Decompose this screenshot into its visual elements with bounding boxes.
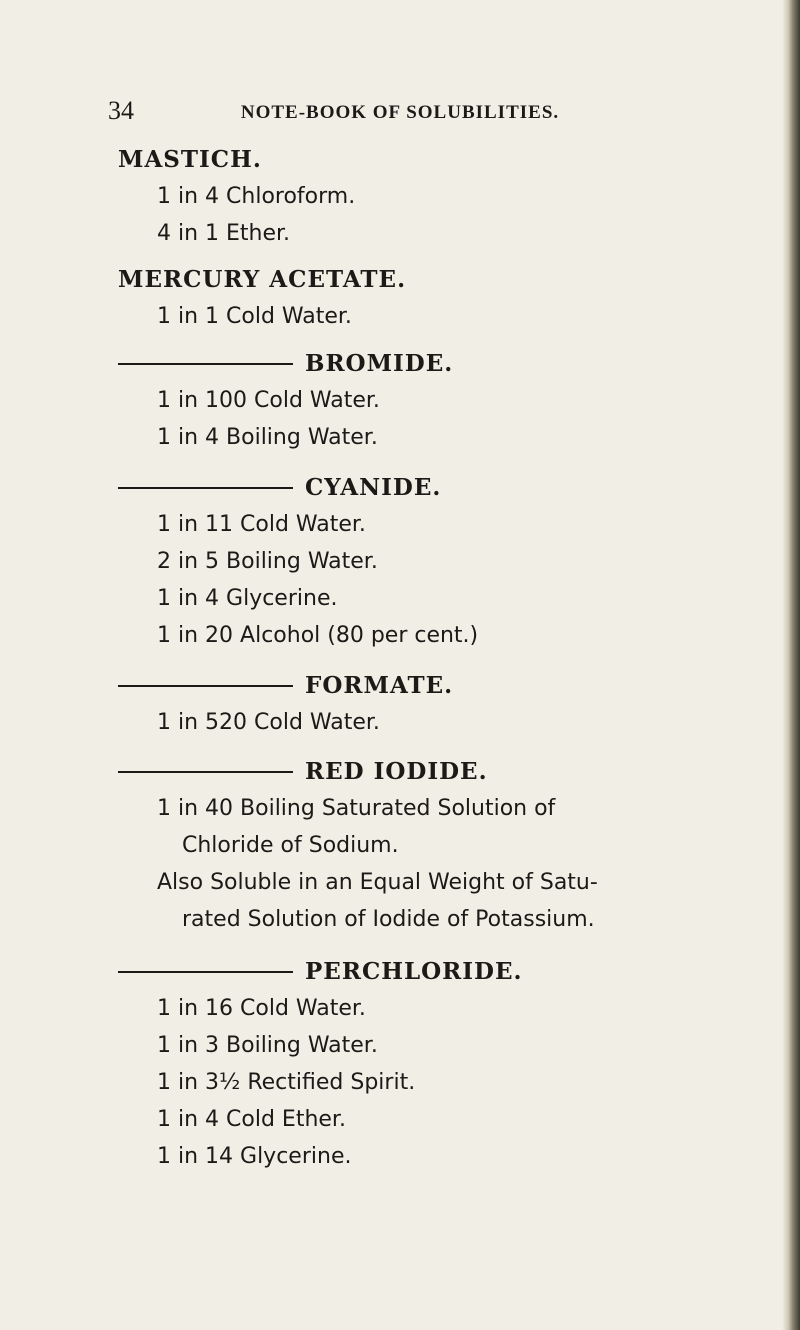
- entry-bromide: [118, 346, 678, 456]
- solubility-line: 1 in 520 Cold Water.: [157, 710, 380, 735]
- solubility-line: 1 in 4 Chloroform.: [157, 184, 356, 209]
- ditto-dash: [118, 487, 293, 489]
- entry-title-row: [118, 346, 678, 382]
- solubility-line: 2 in 5 Boiling Water.: [157, 549, 378, 574]
- solubility-line: 1 in 20 Alcohol (80 per cent.): [157, 623, 479, 648]
- entry-title: BROMIDE.: [305, 350, 454, 377]
- entry-title: CYANIDE.: [305, 474, 442, 501]
- solubility-line: 1 in 4 Boiling Water.: [157, 425, 378, 450]
- entry-mercury-acetate: [118, 262, 678, 335]
- ditto-dash: [118, 771, 293, 773]
- entry-title: MERCURY ACETATE.: [118, 266, 407, 293]
- solubility-line: 1 in 11 Cold Water.: [157, 512, 366, 537]
- ditto-dash: [118, 363, 293, 365]
- solubility-line: 1 in 100 Cold Water.: [157, 388, 380, 413]
- entry-mastich: [118, 142, 678, 252]
- solubility-line: 1 in 4 Glycerine.: [157, 586, 338, 611]
- entry-red-iodide: [118, 754, 678, 938]
- entry-title-row: [118, 668, 678, 704]
- solubility-line: 1 in 3½ Rectified Spirit.: [157, 1070, 416, 1095]
- entry-cyanide: [118, 470, 678, 654]
- page-number: 34: [108, 96, 134, 125]
- entry-title-row: [118, 754, 678, 790]
- solubility-line-continued: Chloride of Sodium.: [182, 833, 399, 858]
- solubility-note-continued: rated Solution of Iodide of Potassium.: [182, 907, 595, 932]
- solubility-line: 1 in 14 Glycerine.: [157, 1144, 352, 1169]
- entry-perchloride: [118, 954, 678, 1175]
- solubility-line: 1 in 3 Boiling Water.: [157, 1033, 378, 1058]
- solubility-line: 1 in 1 Cold Water.: [157, 304, 352, 329]
- entry-title: RED IODIDE.: [305, 758, 488, 785]
- ditto-dash: [118, 971, 293, 973]
- solubility-line: 4 in 1 Ether.: [157, 221, 291, 246]
- solubility-note: Also Soluble in an Equal Weight of Satu-: [157, 870, 598, 895]
- solubility-line: 1 in 16 Cold Water.: [157, 996, 366, 1021]
- entry-title-row: [118, 954, 678, 990]
- page-edge-shadow: [782, 0, 800, 1330]
- entry-formate: [118, 668, 678, 741]
- entry-title-row: [118, 470, 678, 506]
- solubility-line: 1 in 4 Cold Ether.: [157, 1107, 346, 1132]
- running-title: NOTE-BOOK OF SOLUBILITIES.: [240, 102, 560, 123]
- entry-title: PERCHLORIDE.: [305, 958, 523, 985]
- ditto-dash: [118, 685, 293, 687]
- solubility-line: 1 in 40 Boiling Saturated Solution of: [157, 796, 556, 821]
- entry-title: FORMATE.: [305, 672, 454, 699]
- entry-title: MASTICH.: [118, 146, 262, 173]
